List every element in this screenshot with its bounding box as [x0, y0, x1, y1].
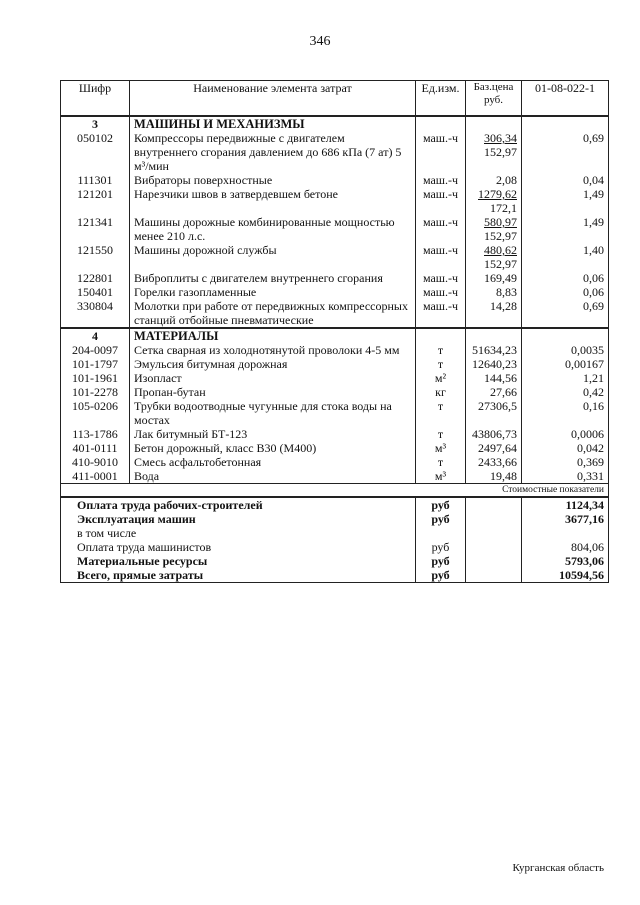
row-value: 0,042	[522, 441, 609, 455]
empty-cell	[416, 328, 466, 343]
row-code: 204-0097	[61, 343, 130, 357]
row-unit: маш.-ч	[416, 271, 466, 285]
row-price: 14,28	[466, 299, 522, 328]
section-number: 4	[61, 328, 130, 343]
row-unit: м²	[416, 371, 466, 385]
row-name: Нарезчики швов в затвердевшем бетоне	[130, 187, 416, 215]
row-price-labor: 152,97	[484, 229, 517, 243]
row-price-labor: 172,1	[490, 201, 517, 215]
row-price: 43806,73	[466, 427, 522, 441]
row-code: 111301	[61, 173, 130, 187]
summary-unit: руб	[416, 497, 466, 512]
row-name: Эмульсия битумная дорожная	[130, 357, 416, 371]
row-unit: т	[416, 455, 466, 469]
row-price-total: 1279,62	[478, 187, 517, 201]
table-row	[61, 469, 609, 484]
empty-cell	[522, 116, 609, 131]
row-price	[466, 187, 522, 215]
row-unit: маш.-ч	[416, 173, 466, 187]
summary-value: 804,06	[522, 540, 609, 554]
cost-caption-row	[61, 484, 609, 498]
row-value: 0,42	[522, 385, 609, 399]
row-price: 12640,23	[466, 357, 522, 371]
row-unit: м³	[416, 441, 466, 455]
table-row	[61, 131, 609, 173]
row-name: Пропан-бутан	[130, 385, 416, 399]
row-code: 050102	[61, 131, 130, 173]
row-unit: маш.-ч	[416, 187, 466, 215]
cost-caption: Стоимостные показатели	[61, 484, 609, 498]
summary-value: 10594,56	[522, 568, 609, 583]
table-row	[61, 299, 609, 328]
row-value: 1,49	[522, 215, 609, 243]
row-price: 169,49	[466, 271, 522, 285]
row-price: 27306,5	[466, 399, 522, 427]
table-row	[61, 357, 609, 371]
row-name: Лак битумный БТ-123	[130, 427, 416, 441]
row-name: Виброплиты с двигателем внутреннего сгорания	[130, 271, 416, 285]
row-value: 1,21	[522, 371, 609, 385]
section-title: МАТЕРИАЛЫ	[130, 328, 416, 343]
row-name: Вода	[130, 469, 416, 484]
row-code: 330804	[61, 299, 130, 328]
header-unit: Ед.изм.	[416, 81, 466, 117]
summary-label: Оплата труда рабочих-строителей	[61, 497, 416, 512]
row-name: Вибраторы поверхностные	[130, 173, 416, 187]
summary-value: 1124,34	[522, 497, 609, 512]
empty-cell	[416, 116, 466, 131]
summary-unit: руб	[416, 568, 466, 583]
row-price: 144,56	[466, 371, 522, 385]
row-unit: кг	[416, 385, 466, 399]
header-name: Наименование элемента затрат	[130, 81, 416, 117]
row-price-total: 480,62	[484, 243, 517, 257]
row-price-total: 306,34	[484, 131, 517, 145]
summary-unit: руб	[416, 512, 466, 526]
section-number: 3	[61, 116, 130, 131]
summary-value	[522, 526, 609, 540]
row-price: 2,08	[466, 173, 522, 187]
table-row	[61, 215, 609, 243]
empty-cell	[466, 116, 522, 131]
row-price: 8,83	[466, 285, 522, 299]
row-price: 19,48	[466, 469, 522, 484]
row-unit: т	[416, 343, 466, 357]
row-value: 1,49	[522, 187, 609, 215]
section-title: МАШИНЫ И МЕХАНИЗМЫ	[130, 116, 416, 131]
summary-row	[61, 512, 609, 526]
row-name: Бетон дорожный, класс В30 (М400)	[130, 441, 416, 455]
summary-row	[61, 568, 609, 583]
table-header	[61, 81, 609, 117]
row-name: Компрессоры передвижные с двигателем внутреннего сгорания давлением до 686 кПа (7 ат) 5 м³/мин	[130, 131, 416, 173]
empty-cell	[466, 328, 522, 343]
summary-row	[61, 526, 609, 540]
row-name: Изопласт	[130, 371, 416, 385]
table-row	[61, 371, 609, 385]
row-unit: т	[416, 427, 466, 441]
row-unit: т	[416, 399, 466, 427]
row-name: Машины дорожные комбинированные мощностью менее 210 л.с.	[130, 215, 416, 243]
header-price: Баз.цена руб.	[466, 81, 522, 117]
row-name: Горелки газопламенные	[130, 285, 416, 299]
table-row	[61, 385, 609, 399]
empty-cell	[466, 512, 522, 526]
row-value: 0,69	[522, 131, 609, 173]
row-price: 27,66	[466, 385, 522, 399]
row-name: Сетка сварная из холоднотянутой проволоки 4-5 мм	[130, 343, 416, 357]
row-code: 101-1797	[61, 357, 130, 371]
empty-cell	[466, 526, 522, 540]
summary-row	[61, 540, 609, 554]
table-row	[61, 455, 609, 469]
row-value: 0,16	[522, 399, 609, 427]
header-norm: 01-08-022-1	[522, 81, 609, 117]
row-code: 105-0206	[61, 399, 130, 427]
empty-cell	[466, 554, 522, 568]
row-price	[466, 243, 522, 271]
summary-label: Эксплуатация машин	[61, 512, 416, 526]
table-row	[61, 271, 609, 285]
table-row	[61, 187, 609, 215]
table-row	[61, 285, 609, 299]
row-code: 101-2278	[61, 385, 130, 399]
row-unit: маш.-ч	[416, 299, 466, 328]
row-code: 101-1961	[61, 371, 130, 385]
row-price-labor: 152,97	[484, 257, 517, 271]
row-price	[466, 131, 522, 173]
row-value: 0,0035	[522, 343, 609, 357]
summary-label: Оплата труда машинистов	[61, 540, 416, 554]
table-row	[61, 399, 609, 427]
row-price	[466, 215, 522, 243]
row-code: 410-9010	[61, 455, 130, 469]
row-value: 0,331	[522, 469, 609, 484]
summary-row	[61, 497, 609, 512]
row-unit: маш.-ч	[416, 215, 466, 243]
table-row	[61, 243, 609, 271]
row-unit: маш.-ч	[416, 285, 466, 299]
row-code: 122801	[61, 271, 130, 285]
row-value: 0,06	[522, 285, 609, 299]
summary-unit	[416, 526, 466, 540]
row-price: 2497,64	[466, 441, 522, 455]
row-unit: т	[416, 357, 466, 371]
summary-value: 3677,16	[522, 512, 609, 526]
row-unit: м³	[416, 469, 466, 484]
footer-region: Курганская область	[512, 862, 604, 874]
header-code: Шифр	[61, 81, 130, 117]
row-code: 121550	[61, 243, 130, 271]
row-price-total: 580,97	[484, 215, 517, 229]
row-name: Трубки водоотводные чугунные для стока воды на мостах	[130, 399, 416, 427]
table-row	[61, 441, 609, 455]
summary-label: Всего, прямые затраты	[61, 568, 416, 583]
summary-unit: руб	[416, 554, 466, 568]
row-name: Смесь асфальтобетонная	[130, 455, 416, 469]
row-price: 51634,23	[466, 343, 522, 357]
row-price: 2433,66	[466, 455, 522, 469]
row-value: 0,0006	[522, 427, 609, 441]
summary-label: Материальные ресурсы	[61, 554, 416, 568]
row-value: 0,00167	[522, 357, 609, 371]
row-name: Молотки при работе от передвижных компрессорных станций отбойные пневматические	[130, 299, 416, 328]
row-value: 0,06	[522, 271, 609, 285]
row-unit: маш.-ч	[416, 131, 466, 173]
summary-label: в том числе	[61, 526, 416, 540]
section-header	[61, 116, 609, 131]
table-row	[61, 427, 609, 441]
row-code: 121201	[61, 187, 130, 215]
row-price-labor: 152,97	[484, 145, 517, 159]
row-code: 150401	[61, 285, 130, 299]
row-unit: маш.-ч	[416, 243, 466, 271]
row-code: 121341	[61, 215, 130, 243]
empty-cell	[466, 540, 522, 554]
row-name: Машины дорожной службы	[130, 243, 416, 271]
empty-cell	[466, 568, 522, 583]
page-number: 346	[309, 34, 331, 49]
table-row	[61, 173, 609, 187]
row-code: 411-0001	[61, 469, 130, 484]
summary-row	[61, 554, 609, 568]
empty-cell	[522, 328, 609, 343]
section-header	[61, 328, 609, 343]
row-code: 401-0111	[61, 441, 130, 455]
summary-unit: руб	[416, 540, 466, 554]
row-value: 0,04	[522, 173, 609, 187]
summary-value: 5793,06	[522, 554, 609, 568]
table-row	[61, 343, 609, 357]
row-code: 113-1786	[61, 427, 130, 441]
row-value: 1,40	[522, 243, 609, 271]
cost-table	[60, 80, 609, 583]
row-value: 0,369	[522, 455, 609, 469]
empty-cell	[466, 497, 522, 512]
row-value: 0,69	[522, 299, 609, 328]
